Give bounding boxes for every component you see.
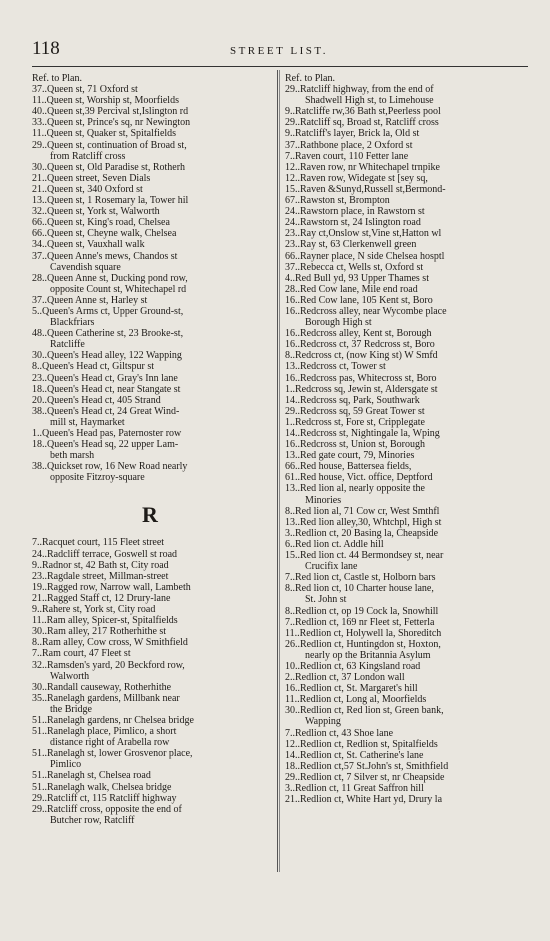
entry-line: 12..Raven row, nr Whitechapel trnpike bbox=[285, 161, 440, 173]
street-entry bbox=[32, 637, 268, 648]
street-entry bbox=[32, 384, 268, 395]
entry-line: 24..Rawstorn st, 24 Islington road bbox=[285, 217, 421, 229]
street-entry bbox=[32, 682, 268, 693]
street-entry bbox=[285, 217, 528, 228]
street-entry bbox=[285, 228, 528, 239]
entry-continuation: Walworth bbox=[50, 670, 90, 682]
entry-line: 18..Queen's Head sq, 22 upper Lam- bbox=[32, 439, 179, 451]
entry-line: 67..Rawston st, Brompton bbox=[285, 195, 390, 207]
entry-line: 8..Redcross ct, (now King st) W Smfd bbox=[285, 350, 438, 362]
street-entry bbox=[285, 450, 528, 461]
entry-continuation: opposite Count st, Whitechapel rd bbox=[50, 283, 187, 295]
entry-line: 23..Ray st, 63 Clerkenwell green bbox=[285, 239, 417, 251]
street-entry bbox=[32, 328, 268, 350]
entry-line: 51..Ranelagh gardens, nr Chelsea bridge bbox=[32, 714, 194, 726]
entry-line: 7..Redlion ct, 43 Shoe lane bbox=[285, 727, 394, 739]
street-entry bbox=[32, 461, 268, 483]
street-entry bbox=[32, 228, 268, 239]
entry-line: 8..Red lion ct, 10 Charter house lane, bbox=[285, 583, 434, 595]
entry-line: 3..Redlion ct, 11 Great Saffron hill bbox=[285, 783, 424, 794]
street-entry bbox=[285, 251, 528, 262]
entry-line: 21..Queen street, Seven Dials bbox=[32, 172, 151, 184]
street-entry bbox=[285, 672, 528, 683]
entry-line: 11..Queen st, Worship st, Moorfields bbox=[32, 95, 179, 107]
street-entry bbox=[285, 395, 528, 406]
entry-line: 66..Rayner place, N side Chelsea hosptl bbox=[285, 250, 445, 262]
street-entry bbox=[285, 439, 528, 450]
street-entry bbox=[32, 350, 268, 361]
entry-line: 32..Queen st, York st, Walworth bbox=[32, 206, 160, 218]
street-entry bbox=[32, 306, 268, 328]
entry-continuation: Butcher row, Ratcliff bbox=[50, 814, 135, 826]
entry-line: 34..Queen st, Vauxhall walk bbox=[32, 239, 145, 251]
street-entry bbox=[285, 639, 528, 661]
street-entry bbox=[285, 140, 528, 151]
entry-continuation: Ratcliffe bbox=[50, 339, 85, 351]
entry-line: 20..Queen's Head ct, 405 Strand bbox=[32, 394, 161, 406]
street-entry bbox=[32, 660, 268, 682]
street-entry bbox=[285, 794, 528, 805]
street-entry bbox=[285, 694, 528, 705]
right-column bbox=[285, 73, 528, 805]
entry-line: 66..Red house, Battersea fields, bbox=[285, 461, 412, 473]
left-column bbox=[32, 73, 268, 826]
entry-line: 37..Queen Anne's mews, Chandos st bbox=[32, 250, 178, 262]
entry-line: 3..Redlion ct, 20 Basing la, Cheapside bbox=[285, 527, 439, 539]
entry-line: 8..Red lion al, 71 Cow cr, West Smthfl bbox=[285, 505, 440, 517]
entry-line: 15..Red lion ct. 44 Bermondsey st, near bbox=[285, 550, 444, 562]
street-entry bbox=[285, 350, 528, 361]
street-entry bbox=[285, 361, 528, 372]
street-entry bbox=[32, 715, 268, 726]
street-entry bbox=[285, 106, 528, 117]
entry-line: 16..Redcross ct, 37 Redcross st, Boro bbox=[285, 339, 435, 351]
street-entry bbox=[32, 748, 268, 770]
street-entry bbox=[285, 117, 528, 128]
street-entry bbox=[32, 217, 268, 228]
street-entry bbox=[285, 528, 528, 539]
entry-line: 37..Queen st, 71 Oxford st bbox=[32, 84, 138, 96]
entry-line: 1..Redcross st, Fore st, Cripplegate bbox=[285, 416, 425, 428]
street-entry bbox=[285, 705, 528, 727]
street-entry bbox=[285, 184, 528, 195]
entry-continuation: Cavendish square bbox=[50, 261, 121, 273]
entry-line: 7..Redlion ct, 169 nr Fleet st, Fetterla bbox=[285, 616, 435, 628]
street-entry bbox=[32, 593, 268, 604]
street-entry bbox=[285, 406, 528, 417]
entry-continuation: Shadwell High st, to Limehouse bbox=[305, 95, 434, 107]
street-entry bbox=[32, 770, 268, 781]
entry-line: 2..Redlion ct, 37 London wall bbox=[285, 672, 405, 684]
column-divider-inner bbox=[279, 70, 280, 872]
entry-line: 6..Red lion ct. Addle hill bbox=[285, 538, 384, 550]
street-entry bbox=[285, 328, 528, 339]
entry-line: 16..Red Cow lane, 105 Kent st, Boro bbox=[285, 294, 433, 306]
entry-line: 21..Redlion ct, White Hart yd, Drury la bbox=[285, 794, 443, 806]
street-entry bbox=[285, 783, 528, 794]
street-entry bbox=[285, 661, 528, 672]
entry-line: 9..Ratcliff's layer, Brick la, Old st bbox=[285, 128, 420, 140]
street-entry bbox=[32, 406, 268, 428]
street-entry bbox=[32, 295, 268, 306]
street-entry bbox=[285, 239, 528, 250]
entry-line: 16..Redlion ct, St. Margaret's hill bbox=[285, 683, 418, 695]
street-entry bbox=[32, 128, 268, 139]
street-entry bbox=[285, 683, 528, 694]
entry-line: 40..Queen st,39 Percival st,Islington rd bbox=[32, 106, 189, 118]
street-entry bbox=[32, 184, 268, 195]
running-title: STREET LIST. bbox=[229, 45, 329, 57]
street-entry bbox=[285, 273, 528, 284]
street-entry bbox=[285, 417, 528, 428]
entry-line: 11..Redlion ct, Long al, Moorfields bbox=[285, 694, 427, 706]
entry-line: 7..Ram court, 47 Fleet st bbox=[32, 648, 131, 660]
street-entry bbox=[32, 615, 268, 626]
street-entry bbox=[32, 373, 268, 384]
street-entry bbox=[285, 84, 528, 106]
entry-line: 13..Red gate court, 79, Minories bbox=[285, 450, 415, 462]
street-entry bbox=[285, 151, 528, 162]
entry-line: 38..Quickset row, 16 New Road nearly bbox=[32, 461, 188, 473]
entry-continuation: from Ratcliff cross bbox=[50, 150, 126, 162]
street-entry bbox=[32, 804, 268, 826]
street-entry bbox=[285, 195, 528, 206]
street-entry bbox=[32, 106, 268, 117]
header-rule bbox=[32, 66, 528, 67]
entry-line: 30..Redlion ct, Red lion st, Green bank, bbox=[285, 705, 444, 717]
entry-line: 51..Ranelagh st, Chelsea road bbox=[32, 770, 151, 782]
entry-line: 26..Redlion ct, Huntingdon st, Hoxton, bbox=[285, 638, 441, 650]
entry-line: 35..Ranelagh gardens, Millbank near bbox=[32, 692, 180, 704]
entry-line: 16..Redcross alley, near Wycombe place bbox=[285, 305, 447, 317]
entry-line: 13..Queen st, 1 Rosemary la, Tower hil bbox=[32, 195, 189, 207]
entry-continuation: Blackfriars bbox=[50, 317, 95, 329]
entry-line: 16..Redcross pas, Whitecross st, Boro bbox=[285, 372, 437, 384]
q-entry-list bbox=[32, 84, 268, 483]
entry-line: 28..Queen Anne st, Ducking pond row, bbox=[32, 272, 188, 284]
entry-line: 66..Queen st, Cheyne walk, Chelsea bbox=[32, 228, 177, 240]
street-entry bbox=[32, 395, 268, 406]
entry-line: 9..Radnor st, 42 Bath st, City road bbox=[32, 559, 169, 571]
entry-line: 23..Queen's Head ct, Gray's Inn lane bbox=[32, 372, 178, 384]
street-entry bbox=[32, 604, 268, 615]
entry-line: 24..Radcliff terrace, Goswell st road bbox=[32, 548, 178, 560]
entry-line: 38..Queen's Head ct, 24 Great Wind- bbox=[32, 405, 180, 417]
street-entry bbox=[285, 206, 528, 217]
street-entry bbox=[285, 162, 528, 173]
entry-line: 29..Ratcliff highway, from the end of bbox=[285, 84, 434, 96]
entry-continuation: Borough High st bbox=[305, 317, 372, 329]
entry-line: 14..Redcross sq, Park, Southwark bbox=[285, 394, 420, 406]
entry-line: 9..Ratcliffe rw,36 Bath st,Peerless pool bbox=[285, 106, 441, 118]
entry-line: 13..Red lion al, nearly opposite the bbox=[285, 483, 425, 495]
street-entry bbox=[32, 648, 268, 659]
entry-line: 16..Redcross st, Union st, Borough bbox=[285, 439, 425, 451]
entry-line: 1..Redcross sq, Jewin st, Aldersgate st bbox=[285, 383, 438, 395]
entry-line: 30..Queen st, Old Paradise st, Rotherh bbox=[32, 161, 186, 173]
entry-continuation: St. John st bbox=[305, 594, 347, 606]
entry-line: 37..Queen Anne st, Harley st bbox=[32, 294, 148, 306]
section-letter: R bbox=[142, 502, 158, 528]
page-number: 118 bbox=[32, 38, 60, 59]
entry-line: 23..Ragdale street, Millman-street bbox=[32, 570, 169, 582]
entry-line: 19..Ragged row, Narrow wall, Lambeth bbox=[32, 581, 191, 593]
street-entry bbox=[32, 582, 268, 593]
street-entry bbox=[32, 140, 268, 162]
entry-line: 7..Raven court, 110 Fetter lane bbox=[285, 150, 409, 162]
entry-line: 30..Queen's Head alley, 122 Wapping bbox=[32, 350, 182, 362]
entry-line: 4..Red Bull yd, 93 Upper Thames st bbox=[285, 272, 429, 284]
entry-line: 11..Redlion ct, Holywell la, Shoreditch bbox=[285, 627, 442, 639]
entry-continuation: Minories bbox=[305, 494, 342, 506]
entry-line: 14..Redcross st, Nightingale la, Wping bbox=[285, 428, 440, 439]
street-entry bbox=[32, 428, 268, 439]
street-entry bbox=[32, 273, 268, 295]
street-entry bbox=[285, 517, 528, 528]
entry-line: 8..Ram alley, Cow cross, W Smithfield bbox=[32, 637, 188, 649]
street-entry bbox=[32, 361, 268, 372]
street-entry bbox=[285, 761, 528, 772]
entry-line: 28..Red Cow lane, Mile end road bbox=[285, 283, 418, 295]
street-entry bbox=[32, 571, 268, 582]
entry-line: 23..Ray ct,Onslow st,Vine st,Hatton wl bbox=[285, 228, 442, 240]
entry-line: 48..Queen Catherine st, 23 Brooke-st, bbox=[32, 328, 184, 340]
street-entry bbox=[32, 117, 268, 128]
street-entry bbox=[32, 162, 268, 173]
entry-continuation: nearly op the Britannia Asylum bbox=[305, 649, 431, 661]
street-entry bbox=[285, 506, 528, 517]
street-entry bbox=[32, 206, 268, 217]
street-entry bbox=[285, 628, 528, 639]
street-entry bbox=[285, 739, 528, 750]
street-entry bbox=[285, 572, 528, 583]
entry-line: 7..Red lion ct, Castle st, Holborn bars bbox=[285, 572, 436, 584]
entry-line: 21..Ragged Staff ct, 12 Drury-lane bbox=[32, 592, 171, 604]
entry-continuation: the Bridge bbox=[50, 703, 92, 715]
entry-continuation: Pimlico bbox=[50, 759, 82, 771]
entry-line: 29..Ratcliff ct, 115 Ratcliff highway bbox=[32, 792, 177, 804]
street-entry bbox=[32, 793, 268, 804]
street-entry bbox=[285, 173, 528, 184]
ref-heading: Ref. to Plan. bbox=[285, 73, 335, 84]
street-entry bbox=[285, 617, 528, 628]
entry-line: 37..Rathbone place, 2 Oxford st bbox=[285, 139, 413, 151]
street-entry bbox=[285, 772, 528, 783]
entry-line: 10..Redlion ct, 63 Kingsland road bbox=[285, 660, 421, 672]
entry-continuation: mill st, Haymarket bbox=[50, 416, 125, 428]
ref-heading: Ref. to Plan. bbox=[32, 73, 82, 84]
street-entry bbox=[285, 472, 528, 483]
street-entry bbox=[285, 373, 528, 384]
street-entry bbox=[32, 693, 268, 715]
entry-line: 29..Redlion ct, 7 Silver st, nr Cheapside bbox=[285, 771, 445, 783]
entry-line: 29..Queen st, continuation of Broad st, bbox=[32, 139, 187, 151]
entry-continuation: Crucifix lane bbox=[305, 561, 358, 573]
street-entry bbox=[285, 428, 528, 439]
entry-line: 51..Ranelagh st, lower Grosvenor place, bbox=[32, 748, 193, 760]
entry-line: 33..Queen st, Prince's sq, nr Newington bbox=[32, 117, 191, 129]
entry-line: 51..Ranelagh place, Pimlico, a short bbox=[32, 726, 177, 738]
entry-line: 18..Queen's Head ct, near Stangate st bbox=[32, 383, 181, 395]
entry-line: 61..Red house, Vict. office, Deptford bbox=[285, 472, 433, 484]
entry-line: 12..Raven row, Widegate st [sey sq, bbox=[285, 172, 428, 184]
street-entry bbox=[32, 251, 268, 273]
street-entry bbox=[32, 84, 268, 95]
entry-continuation: distance right of Arabella row bbox=[50, 737, 170, 749]
street-entry bbox=[285, 606, 528, 617]
street-entry bbox=[285, 583, 528, 605]
street-entry bbox=[32, 726, 268, 748]
entry-line: 30..Ram alley, 217 Rotherhithe st bbox=[32, 626, 167, 638]
street-entry bbox=[285, 750, 528, 761]
entry-line: 11..Ram alley, Spicer-st, Spitalfields bbox=[32, 615, 178, 627]
street-entry bbox=[32, 173, 268, 184]
street-entry bbox=[32, 782, 268, 793]
street-entry bbox=[285, 728, 528, 739]
street-entry bbox=[32, 560, 268, 571]
street-entry bbox=[285, 483, 528, 505]
entry-line: 13..Red lion alley,30, Whtchpl, High st bbox=[285, 516, 442, 528]
entry-line: 66..Queen st, King's road, Chelsea bbox=[32, 217, 170, 229]
page-header bbox=[32, 38, 526, 64]
entry-line: 24..Rawstorn place, in Rawstorn st bbox=[285, 206, 425, 218]
entry-line: 32..Ramsden's yard, 20 Beckford row, bbox=[32, 659, 185, 671]
street-entry bbox=[32, 549, 268, 560]
street-entry bbox=[285, 295, 528, 306]
street-entry bbox=[285, 306, 528, 328]
entry-continuation: beth marsh bbox=[50, 450, 95, 462]
street-entry bbox=[32, 537, 268, 548]
street-entry bbox=[32, 239, 268, 250]
r-entry-list bbox=[32, 537, 268, 825]
entry-continuation: opposite Fitzroy-square bbox=[50, 472, 145, 484]
entry-line: 16..Redcross alley, Kent st, Borough bbox=[285, 328, 432, 340]
entry-line: 14..Redlion ct, St. Catherine's lane bbox=[285, 749, 424, 761]
street-entry bbox=[32, 626, 268, 637]
street-entry bbox=[285, 384, 528, 395]
column-divider bbox=[277, 70, 278, 872]
street-entry bbox=[285, 128, 528, 139]
street-entry bbox=[32, 195, 268, 206]
entry-line: 15..Raven &Sunyd,Russell st,Bermond- bbox=[285, 183, 446, 195]
street-entry bbox=[285, 339, 528, 350]
entry-line: 8..Redlion ct, op 19 Cock la, Snowhill bbox=[285, 605, 439, 617]
entry-line: 51..Ranelagh walk, Chelsea bridge bbox=[32, 781, 172, 793]
street-entry bbox=[32, 95, 268, 106]
entry-line: 1..Queen's Head pas, Paternoster row bbox=[32, 428, 182, 439]
street-entry bbox=[285, 284, 528, 295]
entry-line: 29..Ratcliff cross, opposite the end of bbox=[32, 803, 182, 815]
street-entry bbox=[32, 439, 268, 461]
entry-line: 12..Redlion ct, Redlion st, Spitalfields bbox=[285, 738, 438, 750]
entry-line: 13..Redcross ct, Tower st bbox=[285, 361, 386, 373]
entry-line: 9..Rahere st, York st, City road bbox=[32, 604, 156, 616]
entry-line: 11..Queen st, Quaker st, Spitalfields bbox=[32, 128, 177, 140]
entry-line: 30..Randall causeway, Rotherhithe bbox=[32, 681, 172, 693]
entry-line: 5..Queen's Arms ct, Upper Ground-st, bbox=[32, 305, 184, 317]
entry-line: 18..Redlion ct,57 St.John's st, Smithfield bbox=[285, 760, 449, 772]
entry-line: 37..Rebecca ct, Wells st, Oxford st bbox=[285, 261, 424, 273]
entry-line: 29..Ratcliff sq, Broad st, Ratcliff cross bbox=[285, 117, 439, 129]
entry-line: 7..Racquet court, 115 Fleet street bbox=[32, 537, 165, 549]
street-entry bbox=[285, 262, 528, 273]
entry-line: 21..Queen st, 340 Oxford st bbox=[32, 183, 143, 195]
street-entry bbox=[285, 550, 528, 572]
street-entry bbox=[285, 539, 528, 550]
street-entry bbox=[285, 461, 528, 472]
entry-line: 29..Redcross sq, 59 Great Tower st bbox=[285, 405, 425, 417]
entry-continuation: Wapping bbox=[305, 716, 341, 728]
entry-line: 8..Queen's Head ct, Giltspur st bbox=[32, 361, 155, 373]
entry-list bbox=[285, 84, 528, 805]
